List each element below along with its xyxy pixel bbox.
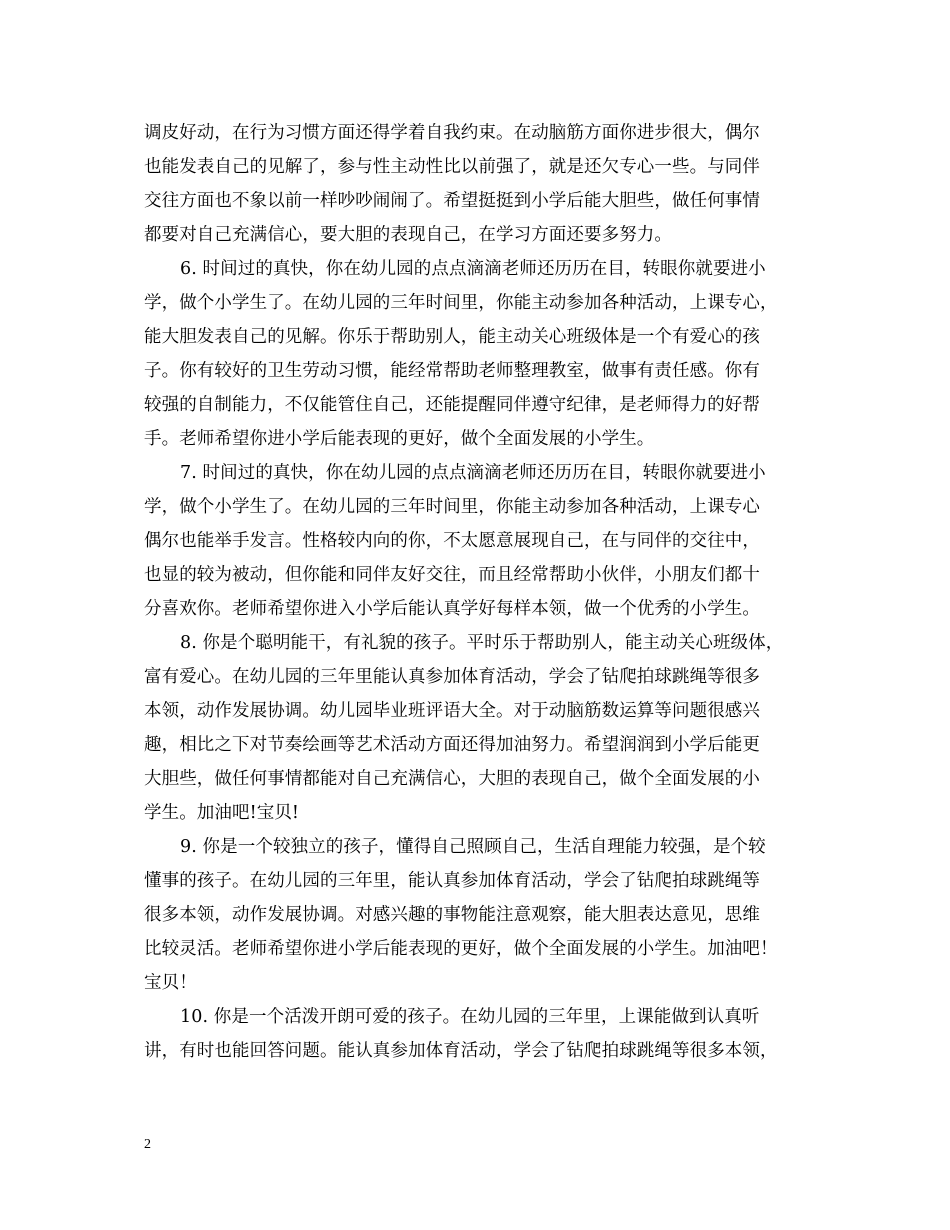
text-line: 很多本领，动作发展协调。对感兴趣的事物能注意观察，能大胆表达意见，思维 [144, 905, 760, 925]
text-line: 宝贝！ [144, 973, 197, 993]
text-line: 7. 时间过的真快，你在幼儿园的点点滴滴老师还历历在目，转眼你就要进小 [180, 463, 766, 483]
text-line: 比较灵活。老师希望你进小学后能表现的更好，做个全面发展的小学生。加油吧！ [144, 939, 778, 959]
text-line: 子。你有较好的卫生劳动习惯，能经常帮助老师整理教室，做事有责任感。你有 [144, 361, 760, 381]
text-line: 学生。加油吧!宝贝! [144, 803, 300, 823]
text-line: 学，做个小学生了。在幼儿园的三年时间里，你能主动参加各种活动，上课专心 [144, 497, 760, 517]
text-line: 趣，相比之下对节奏绘画等艺术活动方面还得加油努力。希望润润到小学后能更 [144, 735, 760, 755]
text-line: 较强的自制能力，不仅能管住自己，还能提醒同伴遵守纪律，是老师得力的好帮 [144, 395, 760, 415]
text-line: 10. 你是一个活泼开朗可爱的孩子。在幼儿园的三年里，上课能做到认真听 [180, 1007, 760, 1027]
text-line: 学，做个小学生了。在幼儿园的三年时间里，你能主动参加各种活动，上课专心， [144, 293, 778, 313]
text-line: 也能发表自己的见解了，参与性主动性比以前强了，就是还欠专心一些。与同伴 [144, 157, 760, 177]
text-line: 8. 你是个聪明能干，有礼貌的孩子。平时乐于帮助别人，能主动关心班级体， [180, 633, 784, 653]
text-line: 也显的较为被动，但你能和同伴友好交往，而且经常帮助小伙伴，小朋友们都十 [144, 565, 760, 585]
text-line: 讲，有时也能回答问题。能认真参加体育活动，学会了钻爬拍球跳绳等很多本领， [144, 1041, 778, 1061]
text-line: 本领，动作发展协调。幼儿园毕业班评语大全。对于动脑筋数运算等问题很感兴 [144, 701, 760, 721]
text-line: 9. 你是一个较独立的孩子，懂得自己照顾自己，生活自理能力较强，是个较 [180, 837, 766, 857]
text-line: 分喜欢你。老师希望你进入小学后能认真学好每样本领，做一个优秀的小学生。 [144, 599, 760, 619]
document-body [144, 116, 814, 1068]
text-line: 调皮好动，在行为习惯方面还得学着自我约束。在动脑筋方面你进步很大，偶尔 [144, 123, 760, 143]
text-line: 懂事的孩子。在幼儿园的三年里，能认真参加体育活动，学会了钻爬拍球跳绳等 [144, 871, 760, 891]
text-line: 富有爱心。在幼儿园的三年里能认真参加体育活动，学会了钻爬拍球跳绳等很多 [144, 667, 760, 687]
text-line: 交往方面也不象以前一样吵吵闹闹了。希望挺挺到小学后能大胆些，做任何事情 [144, 191, 760, 211]
page-number: 2 [144, 1137, 151, 1152]
text-line: 能大胆发表自己的见解。你乐于帮助别人，能主动关心班级体是一个有爱心的孩 [144, 327, 760, 347]
text-line: 6. 时间过的真快，你在幼儿园的点点滴滴老师还历历在目，转眼你就要进小 [180, 259, 766, 279]
text-line: 手。老师希望你进小学后能表现的更好，做个全面发展的小学生。 [144, 429, 655, 449]
text-line: 大胆些，做任何事情都能对自己充满信心，大胆的表现自己，做个全面发展的小 [144, 769, 760, 789]
text-line: 偶尔也能举手发言。性格较内向的你，不太愿意展现自己，在与同伴的交往中， [144, 531, 760, 551]
text-line: 都要对自己充满信心，要大胆的表现自己，在学习方面还要多努力。 [144, 225, 672, 245]
